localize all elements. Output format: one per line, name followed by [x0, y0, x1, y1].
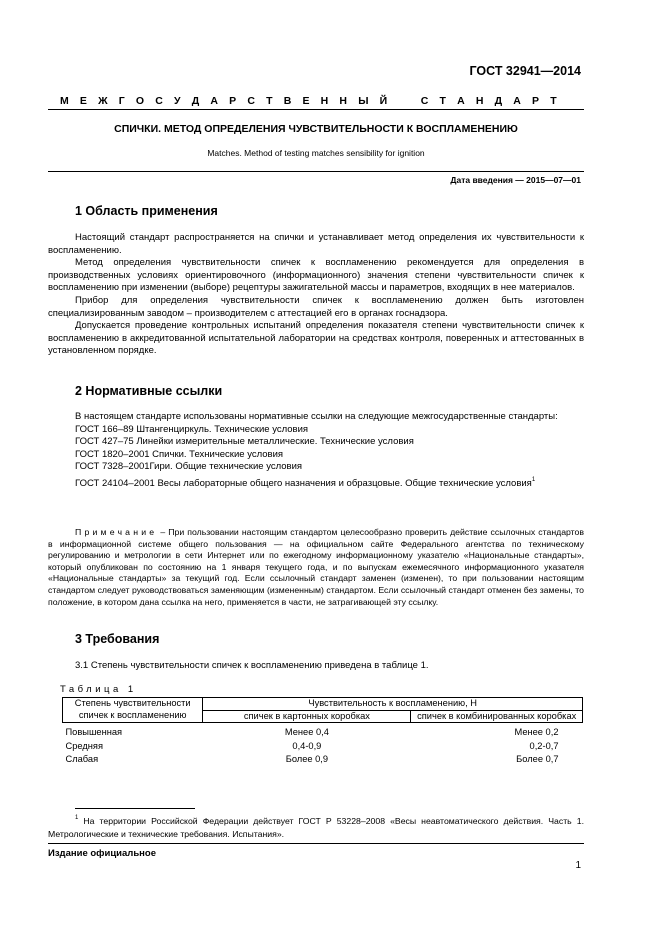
- section-2-body: [48, 411, 584, 491]
- banner-letter: А: [457, 95, 465, 107]
- section-3-body: [48, 660, 584, 673]
- paragraph: Настоящий стандарт распространяется на спички и устанавливает метод определения их чувствительности к воспламенению.: [48, 232, 584, 256]
- banner-letter: Ж: [98, 95, 108, 107]
- reference-text: ГОСТ 24104–2001 Весы лабораторные общего назначения и образцовые. Общие технические условия: [75, 477, 532, 489]
- table-cell: Слабая: [65, 754, 99, 764]
- intro-rule: [48, 171, 584, 172]
- banner-letter: Т: [550, 95, 557, 107]
- banner-letter: Ы: [358, 95, 369, 107]
- section-1-body: [48, 232, 584, 358]
- section-3-heading: 3 Требования: [75, 632, 160, 646]
- note-text: – При пользовании настоящим стандартом целесообразно проверить действие ссылочных стандартов в информационной системе общего пользования — на официальном сайте Федерального агентства по техническому регулированию и метрологии в сети Интернет или по ежегодному информационному указателю «Национальные стандарты», который опубликован по состоянию на 1 января текущего года, и по выпускам ежемесячного информационного указателя «Национальные стандарты» за текущий год. Если ссылочный стандарт заменен (изменен), то при пользовании настоящим стандартом следует руководствоваться заменяющим (измененным) стандартом. Если ссылочный стандарт отменен без замены, то положение, в котором дана ссылка на него, применяется в части, не затрагивающей эту ссылку.: [48, 527, 584, 607]
- footnote: [48, 812, 584, 840]
- banner-letter: У: [174, 95, 181, 107]
- table-cell: Более 0,9: [285, 754, 329, 764]
- table-cell: Менее 0,2: [514, 727, 559, 737]
- reference-item: ГОСТ 7328–2001Гири. Общие технические условия: [75, 461, 303, 473]
- table-cell: 0,2-0,7: [529, 740, 559, 751]
- paragraph: 3.1 Степень чувствительности спичек к воспламенению приведена в таблице 1.: [75, 660, 429, 671]
- official-edition-label: Издание официальное: [48, 848, 156, 859]
- table-cell: Более 0,7: [516, 754, 559, 764]
- footnote-mark: 1: [75, 815, 79, 821]
- reference-item: [48, 474, 584, 491]
- document-title: СПИЧКИ. МЕТОД ОПРЕДЕЛЕНИЯ ЧУВСТВИТЕЛЬНОСТИ К ВОСПЛАМЕНЕНИЮ: [114, 123, 518, 135]
- section-1-heading: 1 Область применения: [75, 204, 218, 218]
- section-2-heading: 2 Нормативные ссылки: [75, 384, 223, 398]
- paragraph: В настоящем стандарте использованы нормативные ссылки на следующие межгосударственные стандарты:: [75, 411, 558, 422]
- banner-rule: [48, 109, 584, 110]
- banner-letter: В: [283, 95, 292, 107]
- banner-letter: А: [513, 95, 521, 107]
- document-subtitle: Matches. Method of testing matches sensibility for ignition: [207, 148, 425, 158]
- reference-item: ГОСТ 427–75 Линейки измерительные металлические. Технические условия: [75, 436, 414, 448]
- table-row: [63, 740, 583, 754]
- banner-letter: Е: [79, 95, 87, 107]
- banner-letter: Г: [118, 95, 125, 107]
- banner-letter: Н: [475, 95, 484, 107]
- banner-letter: Н: [339, 95, 348, 107]
- footnote-text: На территории Российской Федерации действует ГОСТ Р 53228–2008 «Весы неавтоматического действия. Часть 1. Метрологические и технические требования. Испытания».: [48, 816, 584, 839]
- page-number: 1: [575, 860, 581, 871]
- banner-letter: Д: [494, 95, 503, 107]
- note: [48, 527, 584, 608]
- banner-letter: Т: [266, 95, 273, 107]
- banner-letter: М: [60, 95, 69, 107]
- paragraph: Прибор для определения чувствительности спичек к воспламенению должен быть изготовлен специализированным заводом – производителем с аттестацией его в органах госнадзора.: [48, 294, 584, 319]
- paragraph: Метод определения чувствительности спичек к воспламенению рекомендуется для определения в производственных условиях ориентировочного (информационного) значения степени чувствительности спичек к воспламенению при изменении (выборе) рецептуры зажигательной массы и параметров, входящих в нее материалов.: [48, 257, 584, 294]
- column-header: спичек в картонных коробках: [203, 710, 411, 723]
- banner-letter: С: [247, 95, 255, 107]
- table-cell: Повышенная: [65, 727, 123, 737]
- note-label: Примечание: [75, 527, 158, 537]
- reference-item: ГОСТ 1820–2001 Спички. Технические условия: [75, 448, 284, 460]
- table-caption: Таблица 1: [60, 684, 137, 695]
- banner-letter: Е: [302, 95, 310, 107]
- standard-banner: [60, 95, 557, 107]
- column-header: спичек в комбинированных коробках: [411, 710, 583, 723]
- table-cell: Менее 0,4: [284, 727, 329, 737]
- paragraph: Допускается проведение контрольных испытаний определения показателя степени чувствительности спичек к воспламенению в аккредитованной испытательной лаборатории на средствах контроля, поверенных и аттестованных в установленном порядке.: [48, 320, 584, 357]
- banner-letter: Т: [439, 95, 446, 107]
- banner-letter: Д: [191, 95, 200, 107]
- table-row: [63, 723, 583, 740]
- banner-letter: С: [420, 95, 429, 107]
- introduction-date: Дата введения — 2015—07—01: [450, 175, 581, 185]
- banner-letter: Р: [532, 95, 540, 107]
- reference-item: ГОСТ 166–89 Штангенциркуль. Технические условия: [75, 423, 309, 435]
- table-cell: 0,4-0,9: [292, 740, 322, 751]
- column-header: Степень чувствительности спичек к воспламенению: [63, 698, 203, 723]
- banner-letter: Н: [320, 95, 329, 107]
- footnote-reference[interactable]: 1: [531, 476, 536, 483]
- sensitivity-table: [62, 697, 583, 767]
- banner-letter: Р: [229, 95, 237, 107]
- footer-rule: [48, 843, 584, 844]
- banner-letter: А: [210, 95, 218, 107]
- footnote-separator: [75, 808, 195, 809]
- table-row: [63, 753, 583, 767]
- table-cell: Средняя: [65, 740, 103, 751]
- banner-letter: С: [155, 95, 163, 107]
- banner-letter: О: [135, 95, 145, 107]
- group-header: Чувствительность к воспламенению, Н: [203, 698, 583, 711]
- document-code: ГОСТ 32941—2014: [469, 64, 581, 78]
- banner-letter: Й: [379, 95, 388, 107]
